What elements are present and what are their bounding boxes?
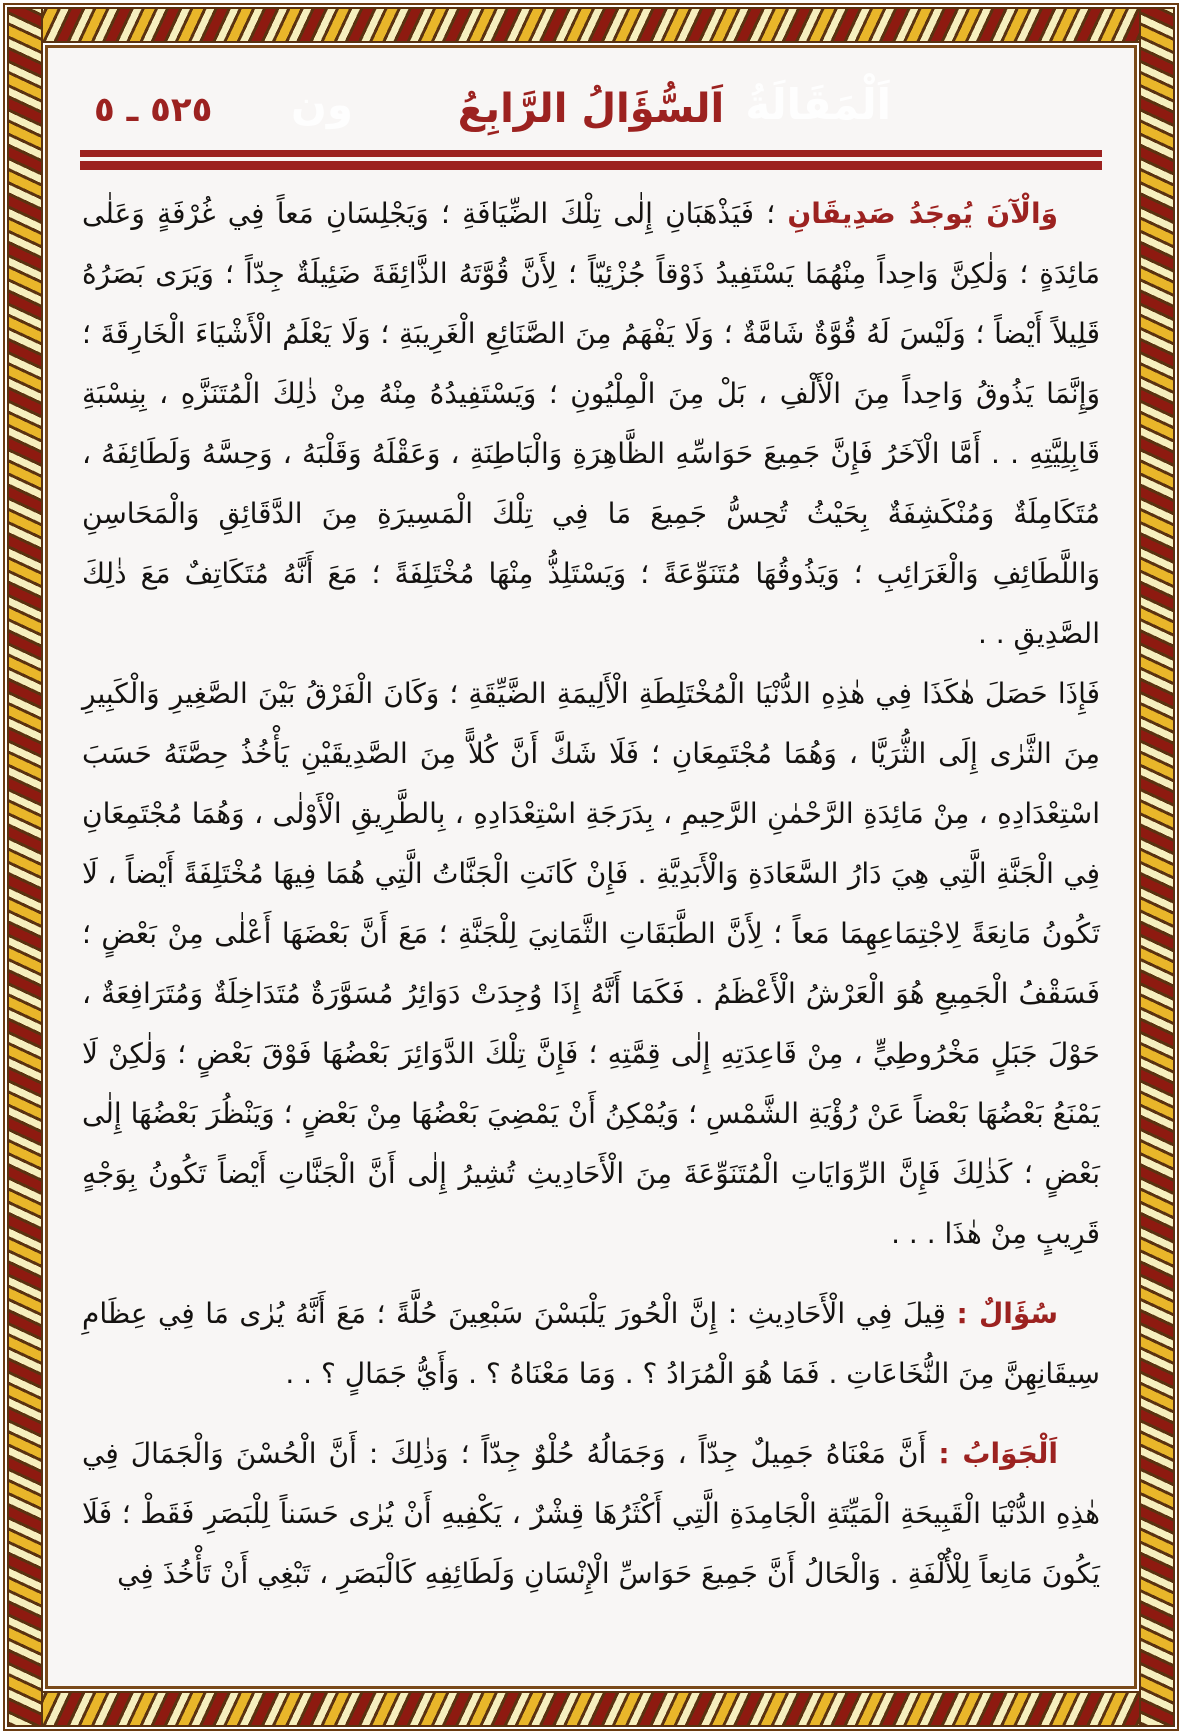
paragraph-lead: وَالْآنَ يُوجَدُ صَدِيقَانِ [787, 197, 1058, 230]
page-title: اَلسُّؤَالُ الرَّابِعُ [457, 86, 725, 132]
ghost-title-left: ون [291, 80, 353, 129]
paragraph-question [82, 1284, 1100, 1404]
border-chain-left [7, 7, 43, 1727]
paragraph-body: ؛ فَيَذْهَبَانِ إِلٰى تِلْكَ الضِّيَافَةِ ؛ وَيَجْلِسَانِ مَعاً فِي غُرْفَةٍ وَعَلٰى مَائِدَةٍ ؛ وَلٰكِنَّ وَاحِداً مِنْهُمَا يَسْتَفِيدُ ذَوْقاً جُزْئِيّاً ؛ لِأَنَّ قُوَّتَهُ الذَّائِقَةَ ضَئِيلَةٌ جِدّاً ؛ وَيَرَى بَصَرُهُ قَلِيلاً أَيْضاً ؛ وَلَيْسَ لَهُ قُوَّةٌ شَامَّةٌ ؛ وَلَا يَفْهَمُ مِنَ الصَّنَائِعِ الْغَرِيبَةِ ؛ وَلَا يَعْلَمُ الْأَشْيَاءَ الْخَارِقَةَ ؛ وَإِنَّمَا يَذُوقُ وَاحِداً مِنَ الْأَلْفِ ، بَلْ مِنَ الْمِلْيُونِ ؛ وَيَسْتَفِيدُهُ مِنْهُ مِنْ ذٰلِكَ الْمُتَنَزَّهِ ، بِنِسْبَةِ قَابِلِيَّتِهِ . . أَمَّا الْآخَرُ فَإِنَّ جَمِيعَ حَوَاسِّهِ الظَّاهِرَةِ وَالْبَاطِنَةِ ، وَعَقْلَهُ وَقَلْبَهُ ، وَحِسَّهُ وَلَطَائِفَهُ ، مُتَكَامِلَةٌ وَمُنْكَشِفَةٌ بِحَيْثُ تُحِسُّ جَمِيعَ مَا فِي تِلْكَ الْمَسِيرَةِ مِنَ الدَّقَائِقِ وَالْمَحَاسِنِ وَاللَّطَائِفِ وَالْغَرَائِبِ ؛ وَيَذُوقُهَا مُتَنَوِّعَةً ؛ وَيَسْتَلِذُّ مِنْهَا مُخْتَلِفَةً ؛ مَعَ أَنَّهُ مُتَكَاتِفٌ مَعَ ذٰلِكَ الصَّدِيقِ . . [82, 197, 1100, 650]
paragraph-body: قِيلَ فِي الْأَحَادِيثِ : إِنَّ الْحُورَ يَلْبَسْنَ سَبْعِينَ حُلَّةً ؛ مَعَ أَنَّهُ يُرٰى مَا فِي عِظَامِ سِيقَانِهِنَّ مِنَ النُّخَاعَاتِ . فَمَا هُوَ الْمُرَادُ ؟ . وَمَا مَعْنَاهُ ؟ . وَأَيُّ جَمَالٍ ؟ . . [82, 1297, 1100, 1390]
paragraph-body: أَنَّ مَعْنَاهُ جَمِيلٌ جِدّاً ، وَجَمَالُهُ حُلْوٌ جِدّاً ؛ وَذٰلِكَ : أَنَّ الْحُسْنَ وَالْجَمَالَ فِي هٰذِهِ الدُّنْيَا الْقَبِيحَةِ الْمَيِّتَةِ الْجَامِدَةِ الَّتِي أَكْثَرُهَا قِشْرٌ ، يَكْفِيهِ أَنْ يُرٰى حَسَناً لِلْبَصَرِ فَقَطْ ؛ فَلَا يَكُونَ مَانِعاً لِلْأُلْفَةِ . وَالْحَالُ أَنَّ جَمِيعَ حَوَاسِّ الْإِنْسَانِ وَلَطَائِفِهِ كَالْبَصَرِ ، تَبْغِي أَنْ تَأْخُذَ فِي [82, 1437, 1100, 1590]
paragraph-body: فَإِذَا حَصَلَ هٰكَذَا فِي هٰذِهِ الدُّنْيَا الْمُخْتَلِطَةِ الْأَلِيمَةِ الضَّيِّقَةِ ؛ وَكَانَ الْفَرْقُ بَيْنَ الصَّغِيرِ وَالْكَبِيرِ مِنَ الثَّرٰى إِلَى الثُّرَيَّا ، وَهُمَا مُجْتَمِعَانِ ؛ فَلَا شَكَّ أَنَّ كُلاًّ مِنَ الصَّدِيقَيْنِ يَأْخُذُ حِصَّتَهُ حَسَبَ اسْتِعْدَادِهِ ، مِنْ مَائِدَةِ الرَّحْمٰنِ الرَّحِيمِ ، بِدَرَجَةِ اسْتِعْدَادِهِ ، بِالطَّرِيقِ الْأَوْلٰى ، وَهُمَا مُجْتَمِعَانِ فِي الْجَنَّةِ الَّتِي هِيَ دَارُ السَّعَادَةِ وَالْأَبَدِيَّةِ . فَإِنْ كَانَتِ الْجَنَّاتُ الَّتِي هُمَا فِيهَا مُخْتَلِفَةً أَيْضاً ، لَا تَكُونُ مَانِعَةً لِاجْتِمَاعِهِمَا مَعاً ؛ لِأَنَّ الطَّبَقَاتِ الثَّمَانِيَ لِلْجَنَّةِ ؛ مَعَ أَنَّ بَعْضَهَا أَعْلٰى مِنْ بَعْضٍ ؛ فَسَقْفُ الْجَمِيعِ هُوَ الْعَرْشُ الْأَعْظَمُ . فَكَمَا أَنَّهُ إِذَا وُجِدَتْ دَوَائِرُ مُسَوَّرَةٌ مُتَدَاخِلَةٌ وَمُتَرَافِعَةٌ ، حَوْلَ جَبَلٍ مَخْرُوطِيٍّ ، مِنْ قَاعِدَتِهِ إِلٰى قِمَّتِهِ ؛ فَإِنَّ تِلْكَ الدَّوَائِرَ بَعْضُهَا فَوْقَ بَعْضٍ ؛ وَلٰكِنْ لَا يَمْنَعُ بَعْضُهَا بَعْضاً عَنْ رُؤْيَةِ الشَّمْسِ ؛ وَيُمْكِنُ أَنْ يَمْضِيَ بَعْضُهَا مِنْ بَعْضٍ ؛ وَيَنْظُرَ بَعْضُهَا إِلٰى بَعْضٍ ؛ كَذٰلِكَ فَإِنَّ الرِّوَايَاتِ الْمُتَنَوِّعَةَ مِنَ الْأَحَادِيثِ تُشِيرُ إِلٰى أَنَّ الْجَنَّاتِ أَيْضاً تَكُونُ بِوَجْهٍ قَرِيبٍ مِنْ هٰذَا . . . [82, 677, 1100, 1250]
page-number: ٥٢٥ ـ ٥ [94, 90, 213, 130]
paragraph-lead: اَلْجَوَابُ : [938, 1437, 1059, 1470]
page-content [48, 48, 1134, 1686]
paragraph-lead: سُؤَالٌ : [956, 1297, 1058, 1330]
header-double-rule [80, 150, 1102, 170]
border-chain-right [1139, 7, 1175, 1727]
paragraph-friends [82, 184, 1100, 664]
paragraph-answer [82, 1424, 1100, 1604]
body-text [78, 184, 1104, 1604]
page-header [78, 66, 1104, 144]
rule-bar-bottom [80, 161, 1102, 170]
ghost-title-right: اَلْمَقَالَةُ [745, 80, 891, 129]
paragraph-world [82, 664, 1100, 1264]
border-chain-top [7, 7, 1175, 43]
rule-bar-top [80, 150, 1102, 157]
border-chain-bottom [7, 1691, 1175, 1727]
